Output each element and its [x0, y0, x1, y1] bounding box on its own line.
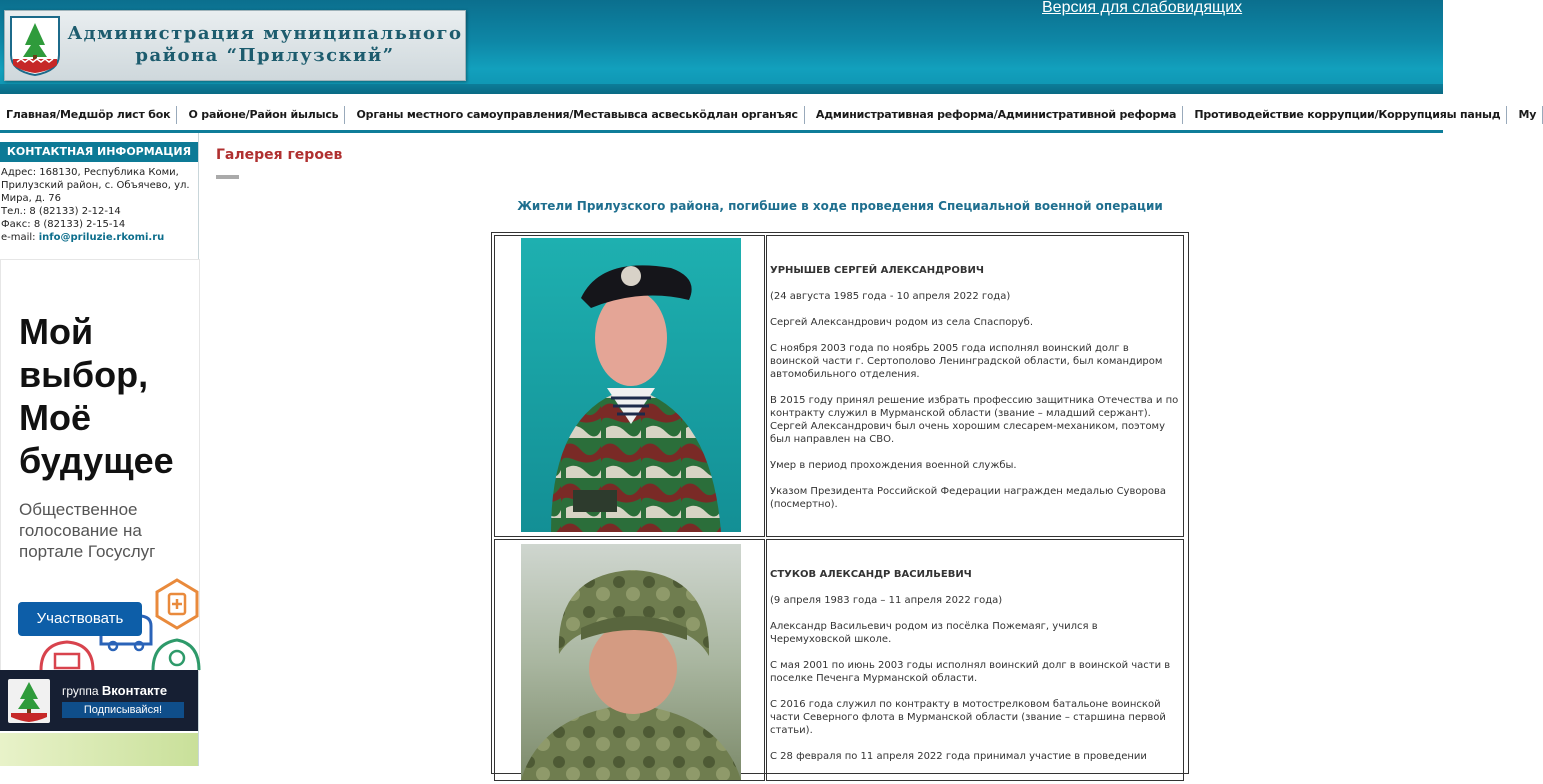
- contact-fax: Факс: 8 (82133) 2-15-14: [1, 219, 126, 230]
- nav-item-admin-reform[interactable]: Административная реформа/Административной реформа: [810, 106, 1183, 124]
- main-nav: [0, 94, 1537, 133]
- sidebar-bottom-banner[interactable]: [0, 733, 198, 766]
- site-title-line2: района “Прилузский”: [135, 45, 395, 66]
- hero-photo-cell: [494, 539, 765, 781]
- hero-bio-paragraph: В 2015 году принял решение избрать профессию защитника Отечества и по контракту служил в Мурманской области (звание – младший сержант). Сергей Александрович был очень хорошим слесарем-механиком, поэтому был направлен на СВО.: [770, 395, 1179, 445]
- site-title: [67, 23, 463, 67]
- heroes-table: [491, 232, 1189, 774]
- banner-title-line4: будущее: [19, 440, 174, 481]
- left-sidebar: [0, 133, 199, 766]
- hero-name: УРНЫШЕВ СЕРГЕЙ АЛЕКСАНДРОВИЧ: [770, 265, 984, 276]
- banner-subtitle: [19, 499, 155, 562]
- hero-photo: [521, 238, 741, 532]
- nav-item-home[interactable]: Главная/Медшӧр лист бок: [0, 106, 177, 124]
- banner-title-line2: выбор,: [19, 354, 149, 395]
- site-title-line1: Администрация муниципального: [67, 23, 463, 44]
- hero-name: СТУКОВ АЛЕКСАНДР ВАСИЛЬЕВИЧ: [770, 569, 972, 580]
- contact-info: [1, 166, 195, 244]
- vk-subscribe-button[interactable]: Подписывайся!: [62, 702, 184, 718]
- hero-dates: (9 апреля 1983 года – 11 апреля 2022 года): [770, 595, 1003, 606]
- hero-bio-paragraph: Сергей Александрович родом из села Спаспоруб.: [770, 317, 1033, 328]
- district-crest-icon: [9, 15, 61, 77]
- vk-caption: [62, 683, 167, 698]
- banner-title-line3: Моё: [19, 397, 91, 438]
- hero-photo: [521, 544, 741, 780]
- banner-title-line1: Мой: [19, 311, 94, 352]
- hero-bio-paragraph: С ноября 2003 года по ноябрь 2005 года исполнял воинский долг в воинской части г. Сертополово Ленинградской области, был командиром автомобильного отделения.: [770, 343, 1163, 380]
- accessibility-version-link[interactable]: Версия для слабовидящих: [1042, 0, 1243, 16]
- vk-district-logo-icon: [8, 679, 50, 723]
- hero-bio-cell: [766, 235, 1184, 537]
- banner-title: [19, 310, 174, 482]
- participate-button[interactable]: Участвовать: [18, 602, 142, 636]
- nav-item-more[interactable]: Му: [1513, 106, 1543, 124]
- hero-bio-paragraph: Умер в период прохождения военной службы.: [770, 460, 1017, 471]
- hero-photo-cell: [494, 235, 765, 537]
- title-underline: [216, 175, 239, 179]
- vk-group-banner[interactable]: [0, 670, 198, 731]
- nav-item-local-government[interactable]: Органы местного самоуправления/Меставывса асвеськӧдлан органъяс: [351, 106, 805, 124]
- banner-sub-line1: Общественное: [19, 500, 138, 519]
- nav-item-anti-corruption[interactable]: Противодействие коррупции/Коррупцияы паныд: [1188, 106, 1507, 124]
- contact-email-label: e-mail:: [1, 232, 39, 243]
- hero-bio-paragraph: С 2016 года служил по контракту в мотострелковом батальоне воинской части Северного флота в Мурманской области (звание – старшина первой статьи).: [770, 699, 1166, 736]
- hero-bio-paragraph: Александр Васильевич родом из посёлка Пожемаяг, учился в Черемуховской школе.: [770, 621, 1098, 645]
- site-logo[interactable]: [4, 10, 466, 81]
- contact-address: Адрес: 168130, Республика Коми, Прилузский район, с. Объячево, ул. Мира, д. 76: [1, 167, 190, 204]
- contact-email-row: [1, 231, 195, 244]
- banner-sub-line2: голосование на: [19, 521, 142, 540]
- header-stripe: [0, 84, 1443, 94]
- page-subtitle: Жители Прилузского района, погибшие в ходе проведения Специальной военной операции: [517, 199, 1163, 213]
- hero-bio-paragraph: С 28 февраля по 11 апреля 2022 года принимал участие в проведении: [770, 751, 1147, 762]
- hero-bio-paragraph: Указом Президента Российской Федерации награжден медалью Суворова (посмертно).: [770, 486, 1166, 510]
- site-header: [0, 0, 1443, 92]
- hero-bio-paragraph: С мая 2001 по июнь 2003 годы исполнял воинский долг в воинской части в поселке Печенга Мурманской области.: [770, 660, 1171, 684]
- hero-bio-cell: [766, 539, 1184, 781]
- contact-email-link[interactable]: info@priluzie.rkomi.ru: [38, 232, 165, 243]
- vk-caption-prefix: группа: [62, 684, 102, 698]
- contact-info-heading: КОНТАКТНАЯ ИНФОРМАЦИЯ: [0, 142, 198, 162]
- page-title: Галерея героев: [216, 147, 343, 163]
- contact-phone: Тел.: 8 (82133) 2-12-14: [1, 206, 121, 217]
- vk-caption-name: Вконтакте: [101, 683, 168, 698]
- nav-item-about[interactable]: О районе/Район йылысь: [182, 106, 345, 124]
- banner-sub-line3: портале Госуслуг: [19, 542, 156, 561]
- hero-dates: (24 августа 1985 года - 10 апреля 2022 года): [770, 291, 1011, 302]
